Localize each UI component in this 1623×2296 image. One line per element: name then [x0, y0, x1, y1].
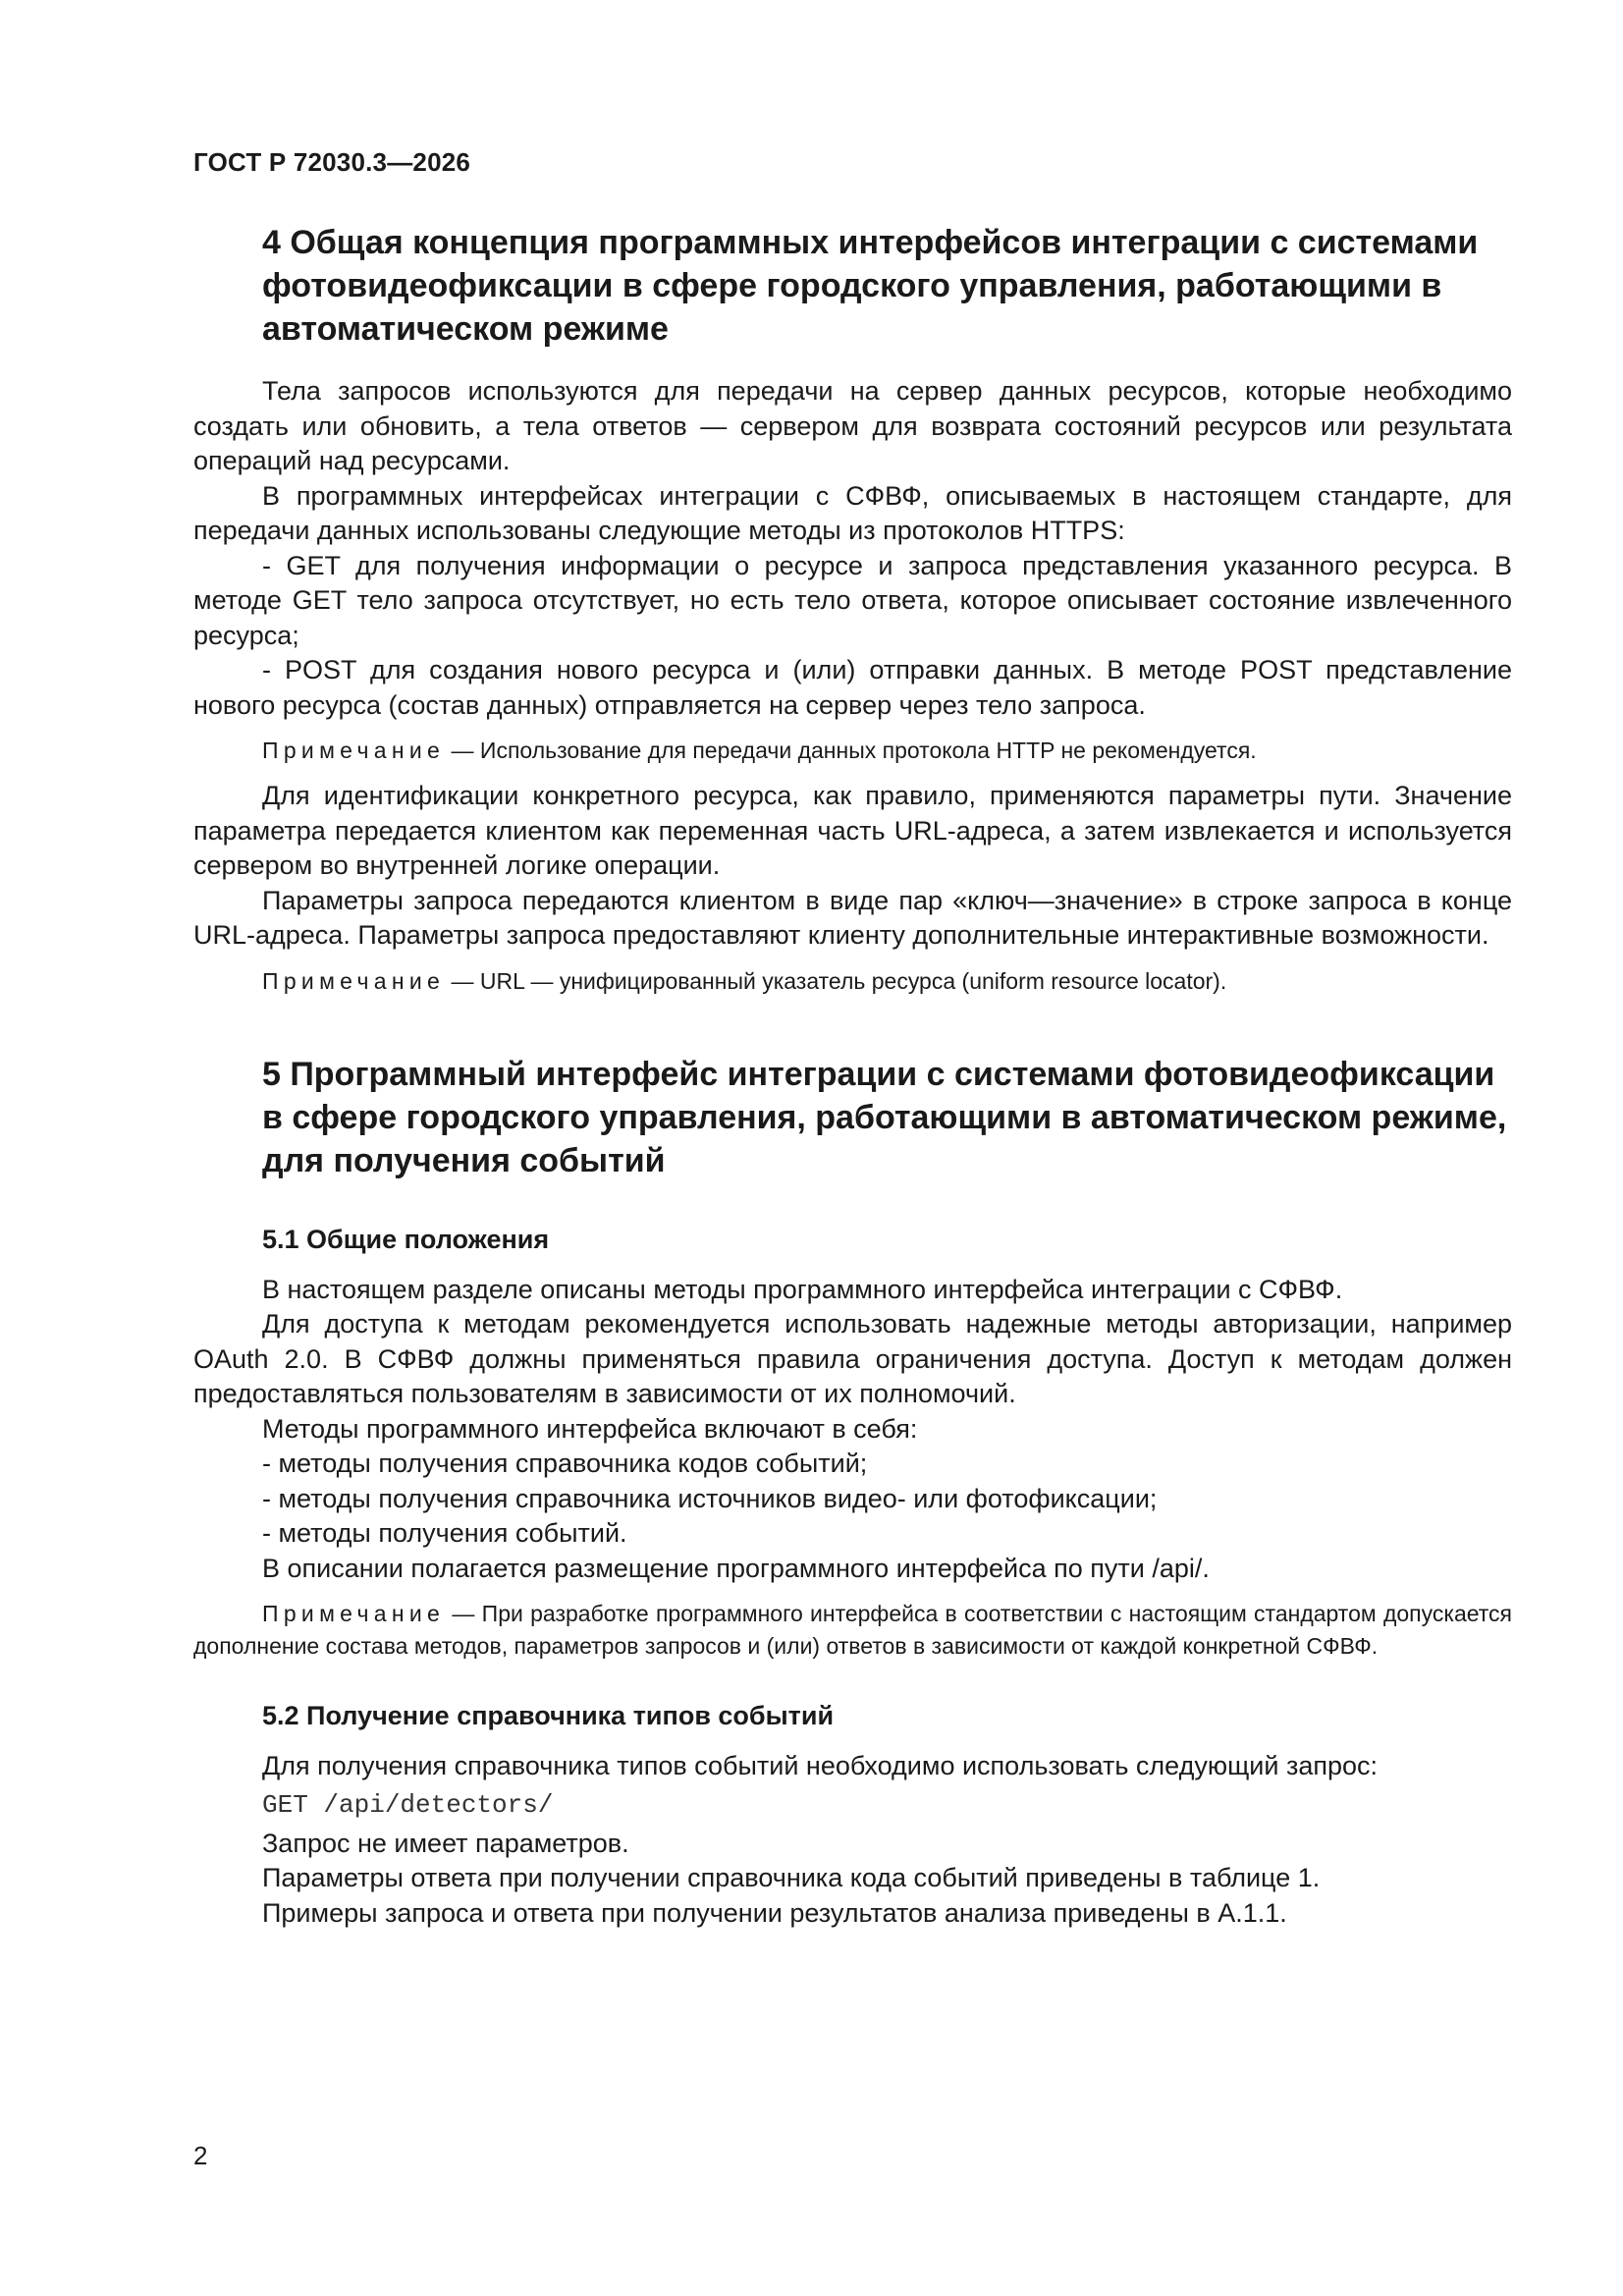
page-number: 2: [193, 2141, 208, 2170]
list-item: - методы получения справочника кодов событий;: [262, 1449, 868, 1478]
page-content: [193, 221, 1512, 1931]
note-label: Примечание: [262, 1601, 446, 1626]
paragraph: В программных интерфейсах интеграции с СФВФ, описываемых в настоящем стандарте, для передачи данных использованы следующие методы из протоколов HTTPS:: [193, 480, 1512, 545]
paragraph: Примеры запроса и ответа при получении результатов анализа приведены в А.1.1.: [262, 1897, 1287, 1928]
paragraph: Для доступа к методам рекомендуется использовать надежные методы авторизации, например OAuth 2.0. В СФВФ должны применяться правила ограничения доступа. Доступ к методам должен предоставляться пользователям в зависимости от их полномочий.: [193, 1309, 1512, 1408]
note-text: — Использование для передачи данных протокола HTTP не рекомендуется.: [445, 738, 1257, 763]
paragraph: Параметры запроса передаются клиентом в виде пар «ключ—значение» в строке запроса в конце URL-адреса. Параметры запроса предоставляют клиенту дополнительные интерактивные возможности.: [193, 885, 1512, 950]
list-item: - методы получения справочника источников видео- или фотофиксации;: [262, 1483, 1158, 1513]
subsection-5-1-body: [193, 1273, 1512, 1587]
section-4-body: [193, 374, 1512, 723]
paragraph: Параметры ответа при получении справочника кода событий приведены в таблице 1.: [262, 1863, 1321, 1892]
paragraph: В описании полагается размещение программного интерфейса по пути /api/.: [262, 1553, 1210, 1583]
code-snippet: GET /api/detectors/: [262, 1789, 554, 1820]
paragraph: В настоящем разделе описаны методы программного интерфейса интеграции с СФВФ.: [262, 1274, 1343, 1304]
paragraph: - POST для создания нового ресурса и (или) отправки данных. В методе POST представление нового ресурса (состав данных) отправляется на сервер через тело запроса.: [193, 655, 1512, 720]
note-text: — URL — унифицированный указатель ресурса (uniform resource locator).: [445, 967, 1227, 994]
section-4-body-continued: [193, 779, 1512, 954]
note: [193, 1598, 1512, 1663]
note: [193, 735, 1512, 767]
note-label: Примечание: [262, 738, 446, 763]
section-4-title: 4 Общая концепция программных интерфейсов интеграции с системами фотовидеофиксации в сфере городского управления, работающими в автоматическом режиме: [262, 224, 1479, 348]
paragraph: Тела запросов используются для передачи на сервер данных ресурсов, которые необходимо создать или обновить, а тела ответов — сервером для возврата состояний ресурсов или результата операций над ресурсами.: [193, 376, 1512, 475]
list-item: - методы получения событий.: [262, 1518, 627, 1548]
paragraph: Запрос не имеет параметров.: [262, 1828, 629, 1858]
note-label: Примечание: [262, 967, 446, 994]
subsection-5-2-body: [193, 1749, 1512, 1784]
paragraph: Методы программного интерфейса включают в себя:: [262, 1413, 918, 1444]
section-5-title: 5 Программный интерфейс интеграции с системами фотовидеофиксации в сфере городского управления, работающими в автоматическом режиме, для получения событий: [262, 1055, 1507, 1179]
subsection-5-2-body-continued: [193, 1827, 1512, 1932]
subsection-5-1-title: 5.1 Общие положения: [262, 1224, 550, 1254]
paragraph: - GET для получения информации о ресурсе и запроса представления указанного ресурса. В методе GET тело запроса отсутствует, но есть тело ответа, которое описывает состояние извлеченного ресурса;: [193, 550, 1512, 650]
document-header: ГОСТ Р 72030.3—2026: [193, 147, 471, 177]
subsection-5-2-title: 5.2 Получение справочника типов событий: [262, 1701, 835, 1730]
note: [193, 965, 1512, 998]
paragraph: Для получения справочника типов событий необходимо использовать следующий запрос:: [262, 1751, 1379, 1780]
note-text: — При разработке программного интерфейса в соответствии с настоящим стандартом допускается дополнение состава методов, параметров запросов и (или) ответов в зависимости от каждой конкретной СФВФ.: [193, 1601, 1512, 1659]
paragraph: Для идентификации конкретного ресурса, как правило, применяются параметры пути. Значение параметра передается клиентом как переменная часть URL-адреса, а затем извлекается и используется сервером во внутренней логике операции.: [193, 781, 1512, 880]
